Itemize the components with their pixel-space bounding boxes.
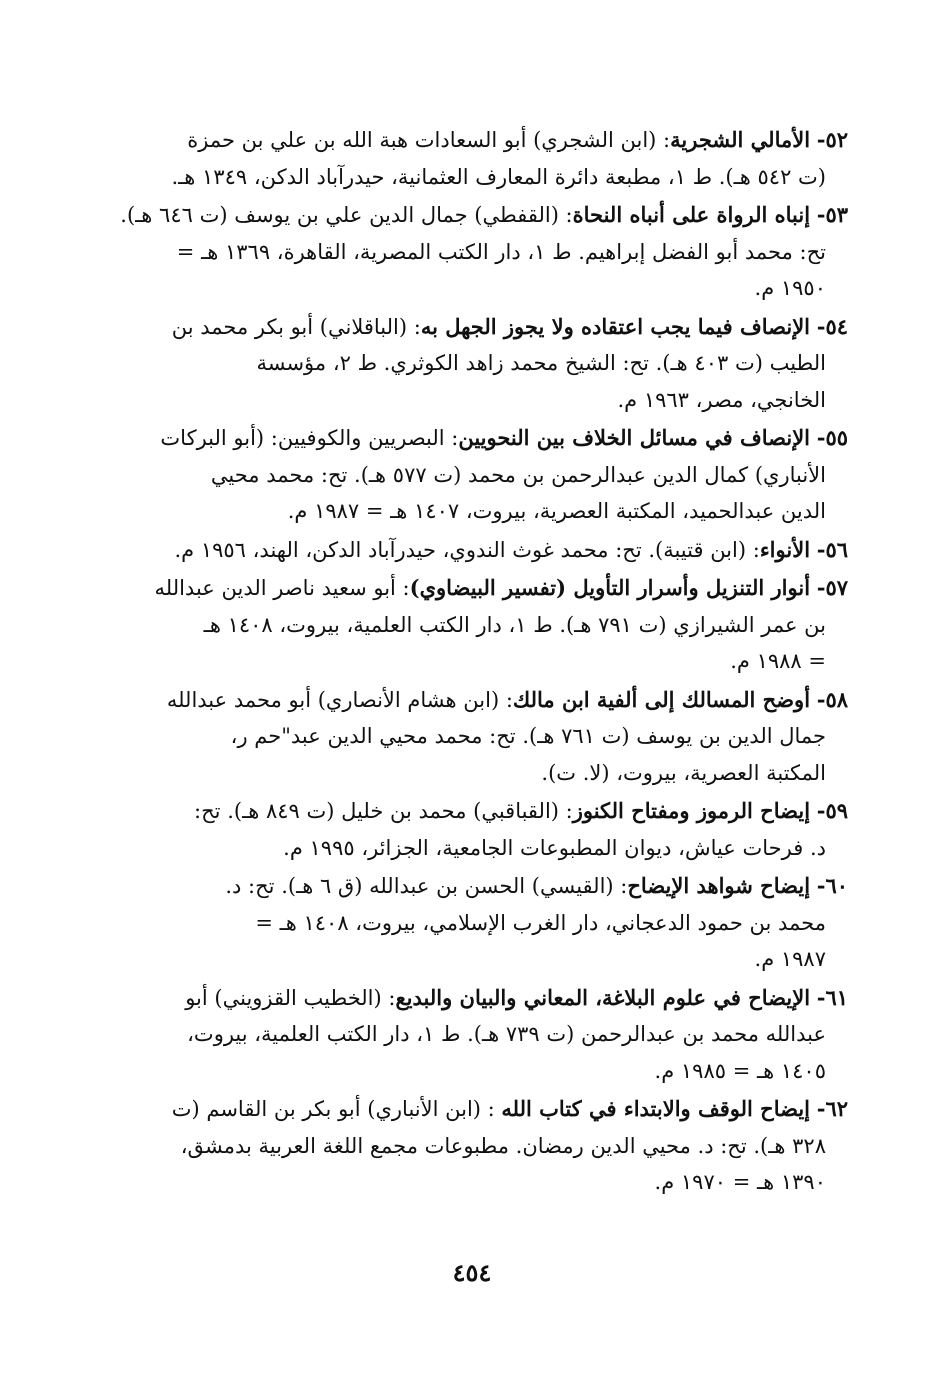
entry-continuation: جمال الدين بن يوسف (ت ٧٦١ هـ). تح: محمد محيي الدين عبد"حم ر، bbox=[230, 724, 826, 748]
entry-text: : (القباقبي) محمد بن خليل (ت ٨٤٩ هـ). تح: bbox=[194, 799, 573, 823]
entry-text: : (ابن الشجري) أبو السعادات هبة الله بن علي بن حمزة bbox=[187, 128, 671, 152]
entry-continuation: (ت ٥٤٢ هـ). ط ١، مطبعة دائرة المعارف العثمانية، حيدرآباد الدكن، ١٣٤٩ هـ. bbox=[171, 164, 826, 189]
entry-number: ٦٠- bbox=[816, 873, 848, 898]
entry-continuation: = ١٩٨٨ م. bbox=[730, 649, 826, 673]
entry-text: : (ابن قتيبة). تح: محمد غوث الندوي، حيدرآباد الدكن، الهند، ١٩٥٦ م. bbox=[174, 537, 760, 562]
bibliography-entry bbox=[98, 532, 848, 569]
entry-title: إيضاح شواهد الإيضاح bbox=[627, 873, 811, 898]
page-number: ٤٥٤ bbox=[452, 1258, 492, 1287]
entry-continuation: الخانجي، مصر، ١٩٦٣ م. bbox=[617, 387, 826, 412]
entry-text: : أبو سعيد ناصر الدين عبدالله bbox=[154, 576, 410, 600]
bibliography-entry bbox=[98, 682, 848, 792]
bibliography-entry bbox=[98, 980, 848, 1090]
entry-continuation: ٣٢٨ هـ). تح: د. محيي الدين رمضان. مطبوعات مجمع اللغة العربية بدمشق، bbox=[180, 1133, 826, 1158]
entry-continuation: ١٤٠٥ هـ = ١٩٨٥ م. bbox=[654, 1058, 826, 1083]
entry-number: ٦٢- bbox=[816, 1096, 848, 1121]
entry-text: : (القيسي) الحسن بن عبدالله (ق ٦ هـ). تح: د. bbox=[225, 874, 628, 898]
entry-number: ٥٧- bbox=[816, 575, 848, 600]
entry-continuation: تح: محمد أبو الفضل إبراهيم. ط ١، دار الكتب المصرية، القاهرة، ١٣٦٩ هـ = bbox=[176, 239, 826, 264]
entry-number: ٥٥- bbox=[816, 425, 848, 450]
entry-continuation: د. فرحات عياش، ديوان المطبوعات الجامعية، الجزائر، ١٩٩٥ م. bbox=[283, 835, 826, 860]
entry-title: إنباه الرواة على أنباه النحاة bbox=[572, 202, 811, 227]
entry-title: الإنصاف فيما يجب اعتقاده ولا يجوز الجهل به bbox=[420, 313, 811, 339]
entry-number: ٥٢- bbox=[816, 127, 848, 152]
entry-number: ٦١- bbox=[816, 984, 848, 1010]
entry-number: ٥٤- bbox=[816, 313, 848, 339]
entry-continuation: ١٣٩٠ هـ = ١٩٧٠ م. bbox=[654, 1170, 826, 1194]
bibliography-entry bbox=[98, 420, 848, 530]
bibliography-list bbox=[98, 122, 848, 1203]
entry-number: ٥٦- bbox=[816, 536, 848, 562]
bibliography-entry bbox=[98, 197, 848, 307]
bibliography-entry bbox=[98, 309, 848, 419]
entry-text: : (الباقلاني) أبو بكر محمد بن bbox=[171, 314, 421, 339]
entry-text: : البصريين والكوفيين: (أبو البركات bbox=[160, 426, 459, 450]
entry-text: : (ابن هشام الأنصاري) أبو محمد عبدالله bbox=[166, 687, 513, 712]
entry-title: إيضاح الوقف والابتداء في كتاب الله bbox=[501, 1096, 811, 1121]
entry-continuation: محمد بن حمود الدعجاني، دار الغرب الإسلامي، بيروت، ١٤٠٨ هـ = bbox=[255, 910, 826, 935]
entry-title: إيضاح الرموز ومفتاح الكنوز bbox=[572, 798, 811, 823]
entry-continuation: بن عمر الشيرازي (ت ٧٩١ هـ). ط ١، دار الكتب العلمية، بيروت، ١٤٠٨ هـ bbox=[203, 612, 826, 637]
entry-continuation: الأنباري) كمال الدين عبدالرحمن بن محمد (ت ٥٧٧ هـ). تح: محمد محيي bbox=[210, 462, 826, 487]
bibliography-entry bbox=[98, 122, 848, 195]
entry-continuation: الطيب (ت ٤٠٣ هـ). تح: الشيخ محمد زاهد الكوثري. ط ٢، مؤسسة bbox=[256, 351, 826, 375]
entry-title: الإنصاف في مسائل الخلاف بين النحويين bbox=[458, 425, 811, 450]
bibliography-entry bbox=[98, 570, 848, 680]
entry-continuation: ١٩٥٠ م. bbox=[754, 276, 826, 300]
entry-text: : (الخطيب القزويني) أبو bbox=[185, 985, 396, 1010]
entry-title: الإيضاح في علوم البلاغة، المعاني والبيان والبديع bbox=[395, 984, 811, 1010]
bibliography-entry bbox=[98, 1091, 848, 1201]
entry-title: الأنواء bbox=[759, 536, 811, 562]
bibliography-entry bbox=[98, 793, 848, 866]
entry-text: : (ابن الأنباري) أبو بكر بن القاسم (ت bbox=[171, 1097, 502, 1121]
entry-title: الأمالي الشجرية bbox=[670, 127, 811, 152]
entry-text: : (القفطي) جمال الدين علي بن يوسف (ت ٦٤٦ هـ). bbox=[120, 203, 573, 227]
entry-continuation: ١٩٨٧ م. bbox=[754, 947, 826, 971]
entry-number: ٥٨- bbox=[816, 686, 848, 712]
entry-title: أنوار التنزيل وأسرار التأويل (تفسير البيضاوي) bbox=[409, 575, 811, 600]
entry-title: أوضح المسالك إلى ألفية ابن مالك bbox=[512, 686, 811, 712]
entry-continuation: الدين عبدالحميد، المكتبة العصرية، بيروت، ١٤٠٧ هـ = ١٩٨٧ م. bbox=[287, 499, 826, 523]
entry-number: ٥٣- bbox=[816, 202, 848, 227]
entry-number: ٥٩- bbox=[816, 798, 848, 823]
entry-continuation: المكتبة العصرية، بيروت، (لا. ت). bbox=[541, 760, 826, 785]
entry-continuation: عبدالله محمد بن عبدالرحمن (ت ٧٣٩ هـ). ط ١، دار الكتب العلمية، بيروت، bbox=[187, 1022, 826, 1046]
bibliography-entry bbox=[98, 868, 848, 978]
